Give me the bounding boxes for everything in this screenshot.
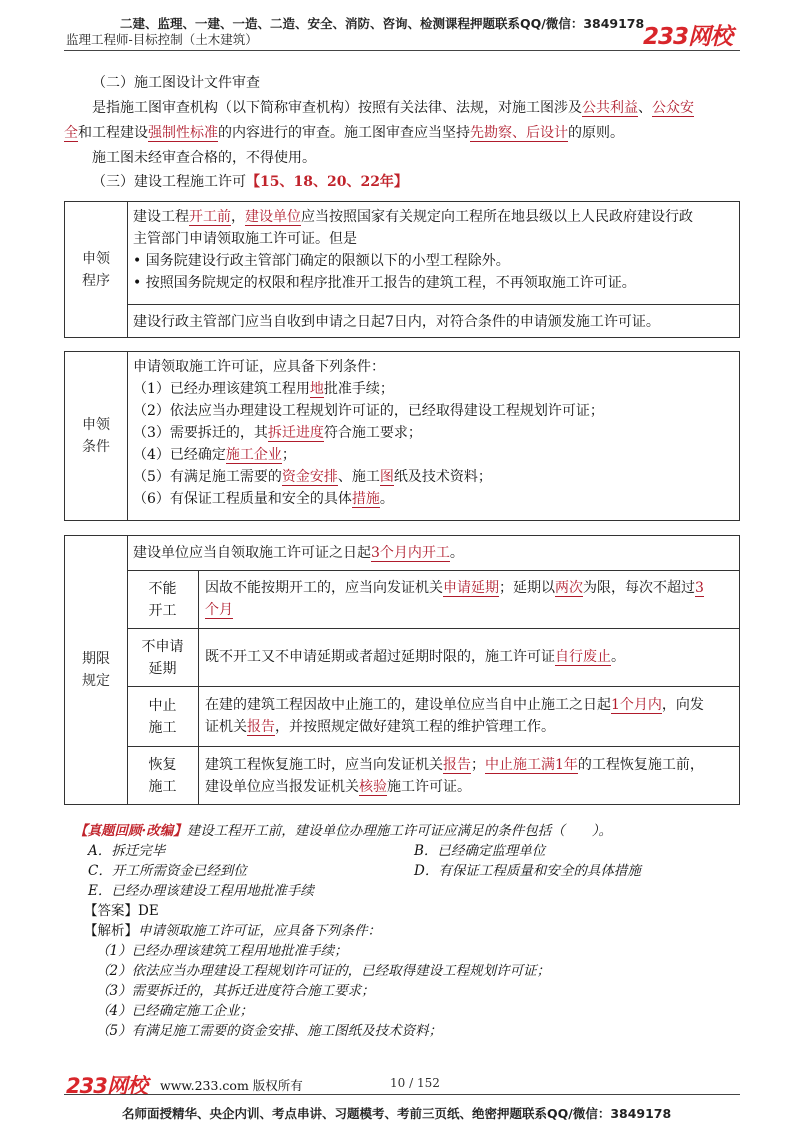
list-item: • 国务院建设行政主管部门确定的限额以下的小型工程除外。 — [133, 253, 510, 269]
analysis-item: （4）已经确定施工企业； — [96, 1003, 254, 1019]
paragraph-line: 施工图未经审查合格的，不得使用。 — [92, 150, 316, 166]
list-item: （2）依法应当办理建设工程规划许可证的，已经取得建设工程规划许可证； — [133, 403, 604, 419]
answer: 【答案】DE — [84, 903, 159, 919]
list-item: （5）有满足施工需要的资金安排、施工图纸及技术资料； — [133, 469, 492, 485]
analysis-item: （2）依法应当办理建设工程规划许可证的，已经取得建设工程规划许可证； — [96, 963, 551, 979]
paragraph-line: 是指施工图审查机构（以下简称审查机构）按照有关法律、法规，对施工图涉及公共利益、公众安 — [92, 100, 694, 116]
row-label: 中止施工 — [127, 686, 199, 746]
option-c: C．开工所需资金已经到位 — [88, 863, 247, 879]
table-cell: 申请领取施工许可证，应具备下列条件： （1）已经办理该建筑工程用地批准手续； （2）依法应当办理建设工程规划许可证的，已经取得建设工程规划许可证； （3）需要拆迁的，其拆迁进度符合施工要求； （4）已经确定施工企业； （5）有满足施工需要的资金安排、施工图纸及技术资料； （6）有保证工程质量和安全的具体措施。 — [127, 356, 739, 510]
list-item: • 按照国务院规定的权限和程序批准开工报告的建筑工程，不再领取施工许可证。 — [133, 275, 636, 291]
table-cell: 建设单位应当自领取施工许可证之日起3个月内开工。 — [133, 545, 464, 561]
table-cell: 建设行政主管部门应当自收到申请之日起7日内，对符合条件的申请颁发施工许可证。 — [127, 304, 739, 338]
table-cell: 在建的建筑工程因故中止施工的，建设单位应当自中止施工之日起1个月内，向发 证机关报告，并按照规定做好建筑工程的维护管理工作。 — [199, 686, 739, 746]
analysis-item: （1）已经办理该建筑工程用地批准手续； — [96, 943, 348, 959]
analysis-item: （5）有满足施工需要的资金安排、施工图纸及技术资料； — [96, 1023, 443, 1039]
footer-contact: 名师面授精华、央企内训、考点串讲、习题模考、考前三页纸、绝密押题联系QQ/微信：3849178 — [122, 1106, 672, 1121]
paragraph-line: 全和工程建设强制性标准的内容进行的审查。施工图审查应当坚持先勘察、后设计的原则。 — [64, 125, 624, 141]
list-item: （1）已经办理该建筑工程用地批准手续； — [133, 381, 394, 397]
footer-divider — [64, 1094, 740, 1095]
analysis-heading: 【解析】申请领取施工许可证，应具备下列条件： — [84, 923, 381, 939]
header-divider — [64, 50, 740, 51]
table-application-procedure — [64, 201, 740, 338]
table-cell: 建设工程开工前，建设单位应当按照国家有关规定向工程所在地县级以上人民政府建设行政 主管部门申请领取施工许可证。但是 • 国务院建设行政主管部门确定的限额以下的小型工程除外。 • 按照国务院规定的权限和程序批准开工报告的建筑工程，不再领取施工许可证。 — [127, 206, 739, 294]
question-stem: 【真题回顾·改编】建设工程开工前，建设单位办理施工许可证应满足的条件包括（ ）。 — [74, 823, 612, 839]
option-e: E．已经办理该建设工程用地批准手续 — [88, 883, 314, 899]
list-item: （3）需要拆迁的，其拆迁进度符合施工要求； — [133, 425, 422, 441]
table-cell: 既不开工又不申请延期或者超过延期时限的，施工许可证自行废止。 — [199, 628, 739, 686]
table-application-conditions — [64, 351, 740, 521]
option-b: B．已经确定监理单位 — [414, 843, 546, 859]
table-cell: 建筑工程恢复施工时，应当向发证机关报告；中止施工满1年的工程恢复施工前， 建设单位应当报发证机关核验施工许可证。 — [199, 746, 739, 805]
header-course-title: 监理工程师-目标控制（土木建筑） — [66, 32, 258, 47]
option-a: A．拆迁完毕 — [88, 843, 166, 859]
table-time-limits — [64, 535, 740, 805]
footer-logo: 233网校 — [66, 1074, 147, 1098]
row-label: 不能开工 — [127, 570, 199, 628]
header-contact: 二建、监理、一建、一造、二造、安全、消防、咨询、检测课程押题联系QQ/微信：3849178 — [120, 16, 645, 31]
list-item: （6）有保证工程质量和安全的具体措施。 — [133, 491, 394, 507]
row-label: 不申请延期 — [127, 628, 199, 686]
analysis-item: （3）需要拆迁的，其拆迁进度符合施工要求； — [96, 983, 375, 999]
option-d: D．有保证工程质量和安全的具体措施 — [414, 863, 641, 879]
list-item: （4）已经确定施工企业； — [133, 447, 296, 463]
row-label: 恢复施工 — [127, 746, 199, 805]
page-number: 10 / 152 — [390, 1076, 440, 1090]
footer-copyright: www.233.com 版权所有 — [160, 1078, 303, 1093]
table-cell: 因故不能按期开工的，应当向发证机关申请延期；延期以两次为限，每次不超过3 个月 — [199, 570, 739, 628]
table-label: 申领程序 — [65, 202, 128, 337]
table-label: 申领条件 — [65, 352, 128, 520]
section-heading-permit: （三）建设工程施工许可【15、18、20、22年】 — [92, 174, 408, 190]
exam-years-badge: 【15、18、20、22年】 — [246, 174, 408, 190]
table-label: 期限规定 — [65, 536, 128, 804]
section-heading-drawing-review: （二）施工图设计文件审查 — [92, 75, 260, 91]
brand-logo: 233网校 — [642, 24, 732, 50]
